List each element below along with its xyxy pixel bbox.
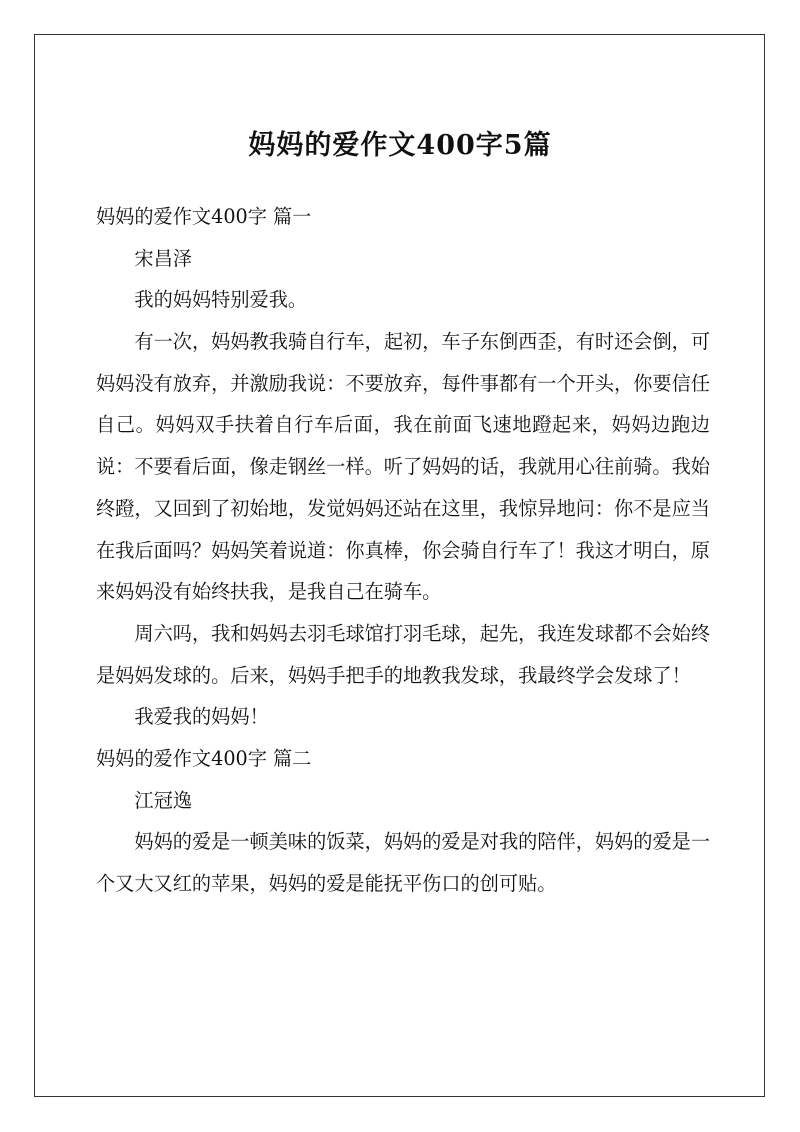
paragraph-1-2: 有一次，妈妈教我骑自行车，起初，车子东倒西歪，有时还会倒，可妈妈没有放弃，并激励我说：不要放弃，每件事都有一个开头，你要信任自己。妈妈双手扶着自行车后面，我在前面飞速地蹬起来，妈妈边跑边说：不要看后面，像走钢丝一样。听了妈妈的话，我就用心往前骑。我始终蹬，又回到了初始地，发觉妈妈还站在这里，我惊异地问：你不是应当在我后面吗？妈妈笑着说道：你真棒，你会骑自行车了！我这才明白，原来妈妈没有始终扶我，是我自己在骑车。 — [96, 330, 711, 604]
section-author-2: 江冠逸 — [134, 788, 192, 812]
document-title: 妈妈的爱作文400字5篇 — [248, 130, 552, 161]
document-body — [96, 196, 710, 905]
paragraph-1-4: 我爱我的妈妈！ — [134, 705, 269, 729]
paragraph-1-3: 周六吗，我和妈妈去羽毛球馆打羽毛球，起先，我连发球都不会始终是妈妈发球的。后来，妈妈手把手的地教我发球，我最终学会发球了！ — [96, 622, 711, 687]
section-author-1: 宋昌泽 — [134, 246, 192, 270]
section-heading-2: 妈妈的爱作文400字 篇二 — [96, 747, 312, 771]
paragraph-2-1: 妈妈的爱是一顿美味的饭菜，妈妈的爱是对我的陪伴，妈妈的爱是一个又大又红的苹果，妈妈的爱是能抚平伤口的创可贴。 — [96, 830, 711, 896]
paragraph-1-1: 我的妈妈特别爱我。 — [134, 288, 308, 312]
section-heading-1: 妈妈的爱作文400字 篇一 — [96, 205, 312, 228]
